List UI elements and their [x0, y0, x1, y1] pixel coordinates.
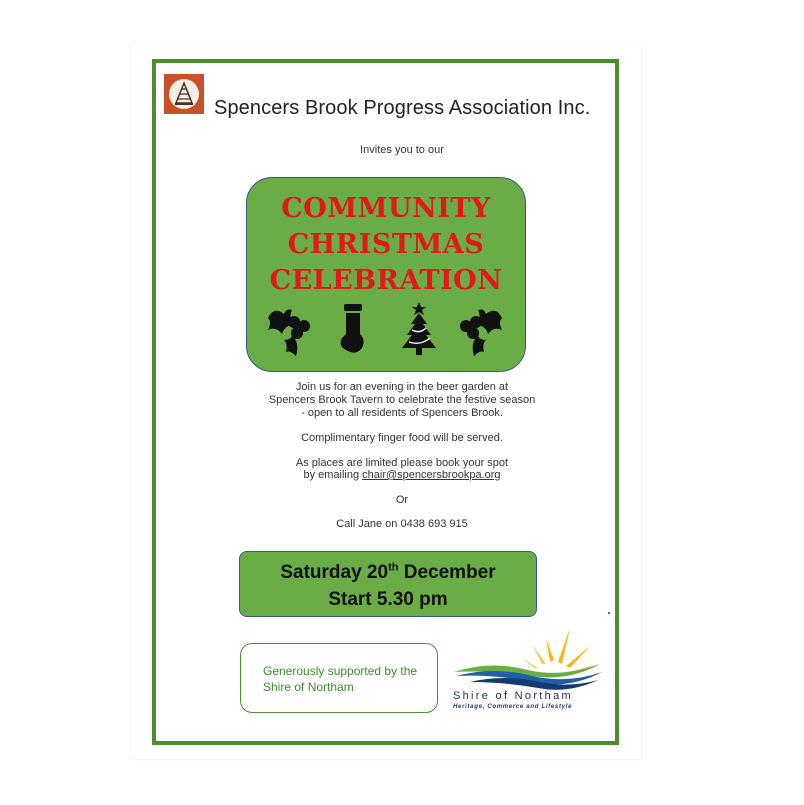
event-title-line-1: COMMUNITY: [281, 193, 491, 224]
river-waves-icon: [454, 664, 602, 690]
support-box: [240, 643, 438, 713]
date-day: Saturday 20: [280, 562, 389, 583]
invite-line: Invites you to our: [360, 144, 444, 156]
date-ordinal: th: [388, 561, 399, 574]
shire-tagline: Heritage, Commerce and Lifestyle: [453, 704, 573, 710]
or-line: Or: [395, 494, 409, 506]
food-line: Complimentary finger food will be served.: [301, 432, 503, 444]
holly-icon: [264, 300, 314, 360]
sun-icon: [522, 628, 598, 674]
intro-line-1: Join us for an evening in the beer garden at: [295, 381, 509, 393]
stray-mark: [608, 612, 610, 614]
start-time: Start 5.30 pm: [328, 589, 448, 610]
logo-train-icon: [169, 79, 199, 109]
association-logo: [164, 74, 204, 114]
support-text: [263, 663, 417, 695]
event-title-line-3: CELEBRATION: [269, 265, 503, 296]
email-link[interactable]: chair@spencersbrookpa.org: [362, 469, 501, 481]
logo-emblem: [169, 79, 199, 109]
date-box: [239, 551, 537, 617]
booking-line-1: As places are limited please book your spot: [295, 457, 509, 469]
intro-line-2: Spencers Brook Tavern to celebrate the festive season: [268, 394, 536, 406]
booking-prefix: by emailing: [303, 469, 363, 481]
date-line: [240, 562, 536, 584]
shire-name: Shire of Northam: [453, 690, 573, 702]
intro-line-3: - open to all residents of Spencers Brook.: [301, 407, 503, 419]
support-line-2: Shire of Northam: [263, 680, 354, 694]
support-line-1: Generously supported by the: [263, 664, 418, 678]
event-title-line-2: CHRISTMAS: [287, 229, 485, 260]
christmas-icons-row: [262, 300, 510, 360]
holly-icon: [456, 300, 506, 360]
christmas-tree-icon: [394, 300, 444, 360]
stocking-icon: [330, 300, 380, 360]
organisation-name: Spencers Brook Progress Association Inc.: [214, 97, 591, 119]
phone-line: Call Jane on 0438 693 915: [336, 518, 468, 530]
booking-line-2: [0, 469, 804, 482]
date-month: December: [398, 562, 496, 583]
